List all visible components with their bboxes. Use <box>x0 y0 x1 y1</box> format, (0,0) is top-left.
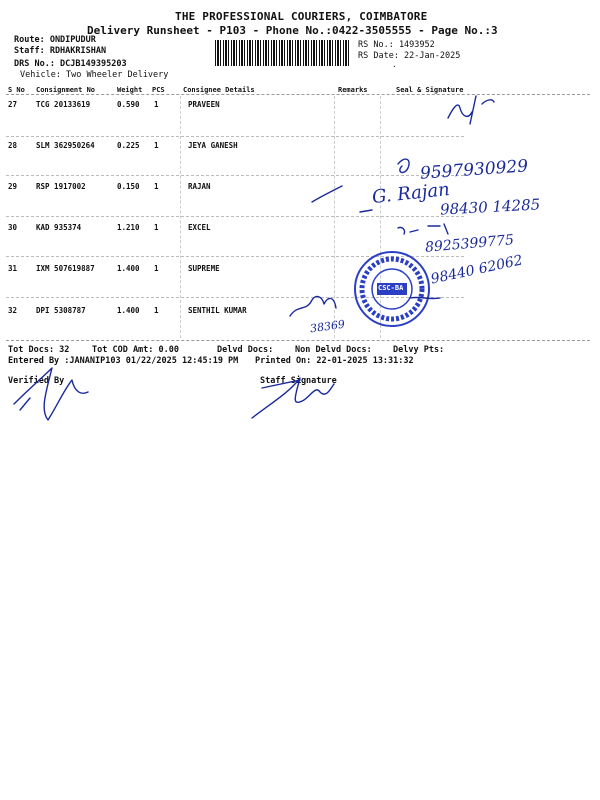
row-31-sno: 31 <box>8 264 18 273</box>
rs-date: RS Date: 22-Jan-2025 <box>358 51 461 61</box>
row-30-consignment: KAD 935374 <box>36 223 82 232</box>
col-consignment: Consignment No <box>36 86 96 94</box>
row-32-pcs: 1 <box>154 306 159 315</box>
row-31-pcs: 1 <box>154 264 159 273</box>
row-29-weight: 0.150 <box>117 182 140 191</box>
delivered-docs: Delvd Docs: <box>217 345 274 355</box>
entered-by: Entered By :JANANIP103 01/22/2025 12:45:19 PM <box>8 356 239 366</box>
handwritten-phone-2: 98430 14285 <box>439 195 541 219</box>
staff-signature-label: Staff Signature <box>260 376 337 386</box>
row-29-sno: 29 <box>8 182 18 191</box>
row-28-consignment: SLM 362950264 <box>36 141 95 150</box>
row-27-sno: 27 <box>8 100 18 109</box>
handwritten-number: 38369 <box>309 317 346 336</box>
row-30-consignee: EXCEL <box>188 223 211 232</box>
route-label: Route: ONDIPUDUR <box>14 35 96 45</box>
row-27-consignee: PRAVEEN <box>188 100 220 109</box>
row-29-consignment: RSP 1917002 <box>36 182 86 191</box>
row-27-consignment: TCG 20133619 <box>36 100 91 109</box>
row-28-pcs: 1 <box>154 141 159 150</box>
col-pcs: PCS <box>152 86 165 94</box>
row-32-consignment: DPI 5308787 <box>36 306 86 315</box>
row-28-sno: 28 <box>8 141 18 150</box>
total-docs: Tot Docs: 32 <box>8 345 70 355</box>
row-28-weight: 0.225 <box>117 141 140 150</box>
row-31-consignment: IXM 507619887 <box>36 264 95 273</box>
runsheet-subtitle: Delivery Runsheet - P103 - Phone No.:0422-3505555 - Page No.:3 <box>87 24 498 37</box>
row-32-sno: 32 <box>8 306 18 315</box>
row-31-consignee: SUPREME <box>188 264 220 273</box>
handwritten-phone-4: 98440 62062 <box>429 252 525 288</box>
handwritten-name: G. Rajan <box>371 178 451 209</box>
company-title: THE PROFESSIONAL COURIERS, COIMBATORE <box>175 10 428 23</box>
dot-mark: · <box>392 62 397 71</box>
stamp-center-text: CSC-BA <box>378 284 404 292</box>
row-27-weight: 0.590 <box>117 100 140 109</box>
row-28-consignee: JEYA GANESH <box>188 141 238 150</box>
row-32-weight: 1.400 <box>117 306 140 315</box>
col-weight: Weight <box>117 86 143 94</box>
drs-number: DRS No.: DCJB149395203 <box>14 59 127 69</box>
row-29-consignee: RAJAN <box>188 182 211 191</box>
row-29-pcs: 1 <box>154 182 159 191</box>
handwritten-phone-3: 8925399775 <box>424 232 515 256</box>
col-seal: Seal & Signature <box>396 86 464 94</box>
row-27-pcs: 1 <box>154 100 159 109</box>
total-cod: Tot COD Amt: 0.00 <box>92 345 179 355</box>
col-consignee: Consignee Details <box>183 86 255 94</box>
col-remarks: Remarks <box>338 86 368 94</box>
row-30-sno: 30 <box>8 223 18 232</box>
handwritten-phone-1: 9597930929 <box>419 156 529 184</box>
row-30-weight: 1.210 <box>117 223 140 232</box>
printed-on: Printed On: 22-01-2025 13:31:32 <box>255 356 414 366</box>
row-30-pcs: 1 <box>154 223 159 232</box>
delivery-points: Delvy Pts: <box>393 345 445 355</box>
col-sno: S No <box>8 86 25 94</box>
vehicle-label: Vehicle: Two Wheeler Delivery <box>20 70 169 80</box>
row-31-weight: 1.400 <box>117 264 140 273</box>
non-delivered-docs: Non Delvd Docs: <box>295 345 372 355</box>
verified-by-label: Verified By <box>8 376 65 386</box>
rs-number: RS No.: 1493952 <box>358 40 435 50</box>
staff-label: Staff: RDHAKRISHAN <box>14 46 107 56</box>
row-32-consignee: SENTHIL KUMAR <box>188 306 247 315</box>
